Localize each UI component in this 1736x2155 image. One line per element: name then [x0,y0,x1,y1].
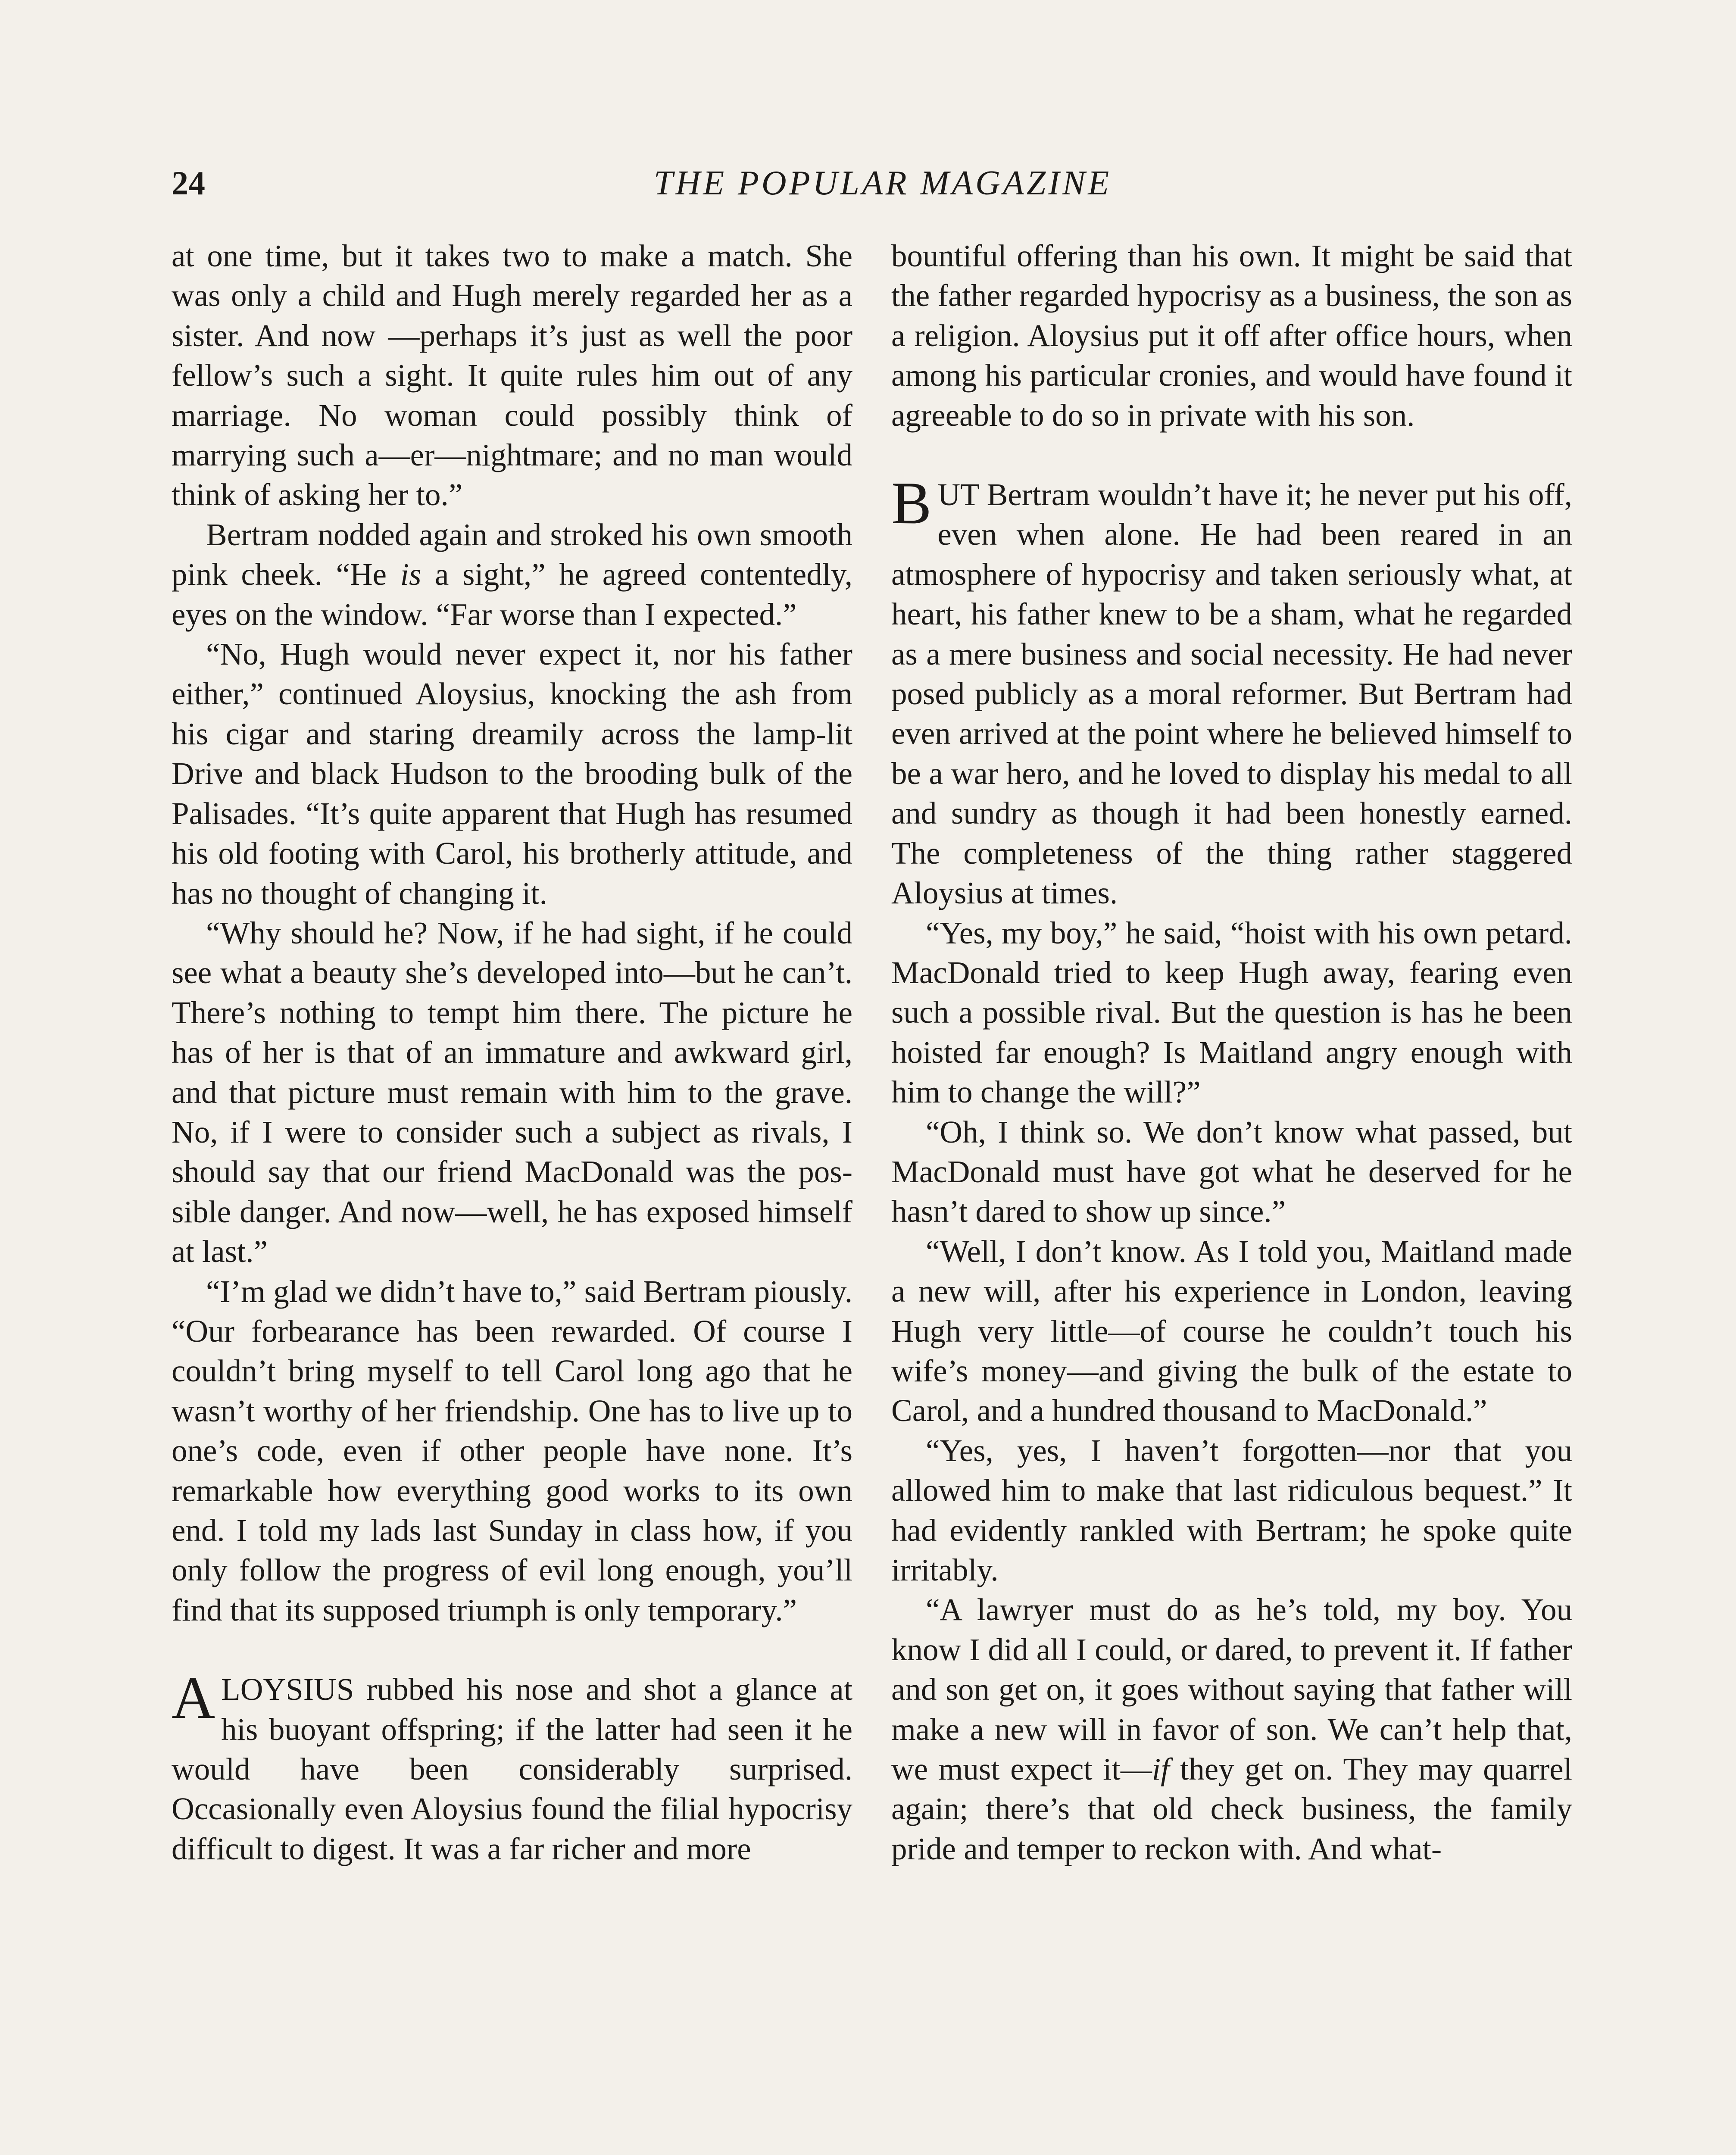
magazine-title: THE POPULAR MAGAZINE [653,164,1112,202]
paragraph: “No, Hugh would never expect it, nor his father either,” continued Aloysius, knocking the ash from his cigar and staring dreamily across the lamp-lit Drive and black Hudson to the brooding bulk of the Palisades. “It’s quite apparent that Hugh has resumed his old footing with Carol, his brotherly attitude, and has no thought of changing it. [172,637,852,911]
paragraph-text: rubbed his nose and shot a glance at his buoyant offspring; if the latter had seen it he would have been considerably surprised. Occasionally even Aloysius found the filial hypocrisy difficult to digest. It was a far richer and more [172,1672,852,1866]
small-caps-word: LOYSIUS [221,1672,354,1707]
paragraph-text: Bertram wouldn’t have it; he never put his off, even when alone. He had been reared in an atmosphere of hypocrisy and taken seriously what, at heart, his father knew to be a sham, what he regarded as a mere business and social necessity. He had never posed publicly as a moral reformer. But Bertram had even arrived at the point where he believed himself to be a war hero, and he loved to display his medal to all and sundry as though it had been honestly earned. The completeness of the thing rather staggered Aloysius at times. [891,477,1572,911]
small-caps-word: UT [937,477,979,512]
section-opening-paragraph [172,1665,852,1869]
paragraph: “Yes, yes, I haven’t forgotten—nor that you allowed him to make that last ridiculous bequest.” It had evidently rankled with Bertram; he spoke quite irritably. [891,1433,1572,1587]
section-break [891,435,1572,475]
emphasis-text: is [400,557,422,592]
paragraph: at one time, but it takes two to make a match. She was only a child and Hugh merely regarded her as a sister. And now —perhaps it’s just as well the poor fellow’s such a sight. It quite rules him out of any marriage. No woman could possibly think of marrying such a—er—nightmare; and no man would think of asking her to.” [172,238,852,512]
paragraph [172,515,852,634]
right-column [891,236,1572,1869]
paragraph: “I’m glad we didn’t have to,” said Bertram piously. “Our forbearance has been rewarded. Of course I couldn’t bring myself to tell Carol long ago that he wasn’t worthy of her friendship. One has to live up to one’s code, even if other people have none. It’s remarkable how everything good works to its own end. I told my lads last Sunday in class how, if you only follow the progress of evil long enough, you’ll find that its supposed triumph is only temporary.” [172,1274,852,1627]
drop-cap: B [891,470,932,537]
paragraph: “Well, I don’t know. As I told you, Maitland made a new will, after his experience in London, leaving Hugh very little—of course he couldn’t touch his wife’s money—and giving the bulk of the estate to Carol, and a hundred thousand to MacDonald.” [891,1234,1572,1428]
paragraph: “Why should he? Now, if he had sight, if he could see what a beauty she’s developed into—but he can’t. There’s nothing to tempt him there. The picture he has of her is that of an immature and awkward girl, and that picture must remain with him to the grave. No, if I were to consider such a subject as rivals, I should say that our friend MacDonald was the possible danger. And now—well, he has exposed himself at last.” [172,915,852,1269]
paragraph: “Yes, my boy,” he said, “hoist with his own petard. MacDonald tried to keep Hugh away, fearing even such a possible rival. But the question is has he been hoisted far enough? Is Maitland angry enough with him to change the will?” [891,915,1572,1110]
paragraph: bountiful offering than his own. It might be said that the father regarded hypocrisy as a business, the son as a religion. Aloysius put it off after office hours, when among his particular cronies, and would have found it agreeable to do so in private with his son. [891,238,1572,433]
paragraph-text: “A lawryer must do as he’s told, my boy. You know I did all I could, or dared, to prevent it. If father and son get on, it goes without saying that father will make a new will in favor of son. We can’t help that, we must expect it— [891,1592,1572,1787]
section-opening-paragraph [891,470,1572,913]
running-head [172,159,1594,211]
paragraph [891,1590,1572,1869]
paragraph-text: a sight,” he agreed contentedly, eyes on the window. “Far worse than I expected.” [172,557,852,632]
left-column [172,236,852,1869]
page-number: 24 [172,164,205,202]
paragraph: “Oh, I think so. We don’t know what passed, but MacDonald must have got what he deserved for he hasn’t dared to show up since.” [891,1114,1572,1229]
paragraph-text: Bertram nodded again and stroked his own smooth pink cheek. “He [172,517,852,592]
emphasis-text: if [1152,1752,1170,1787]
drop-cap: A [172,1665,215,1732]
section-break [172,1630,852,1670]
paragraph-text: they get on. They may quarrel again; there’s that old check business, the family pride and temper to reckon with. And what- [891,1752,1572,1866]
